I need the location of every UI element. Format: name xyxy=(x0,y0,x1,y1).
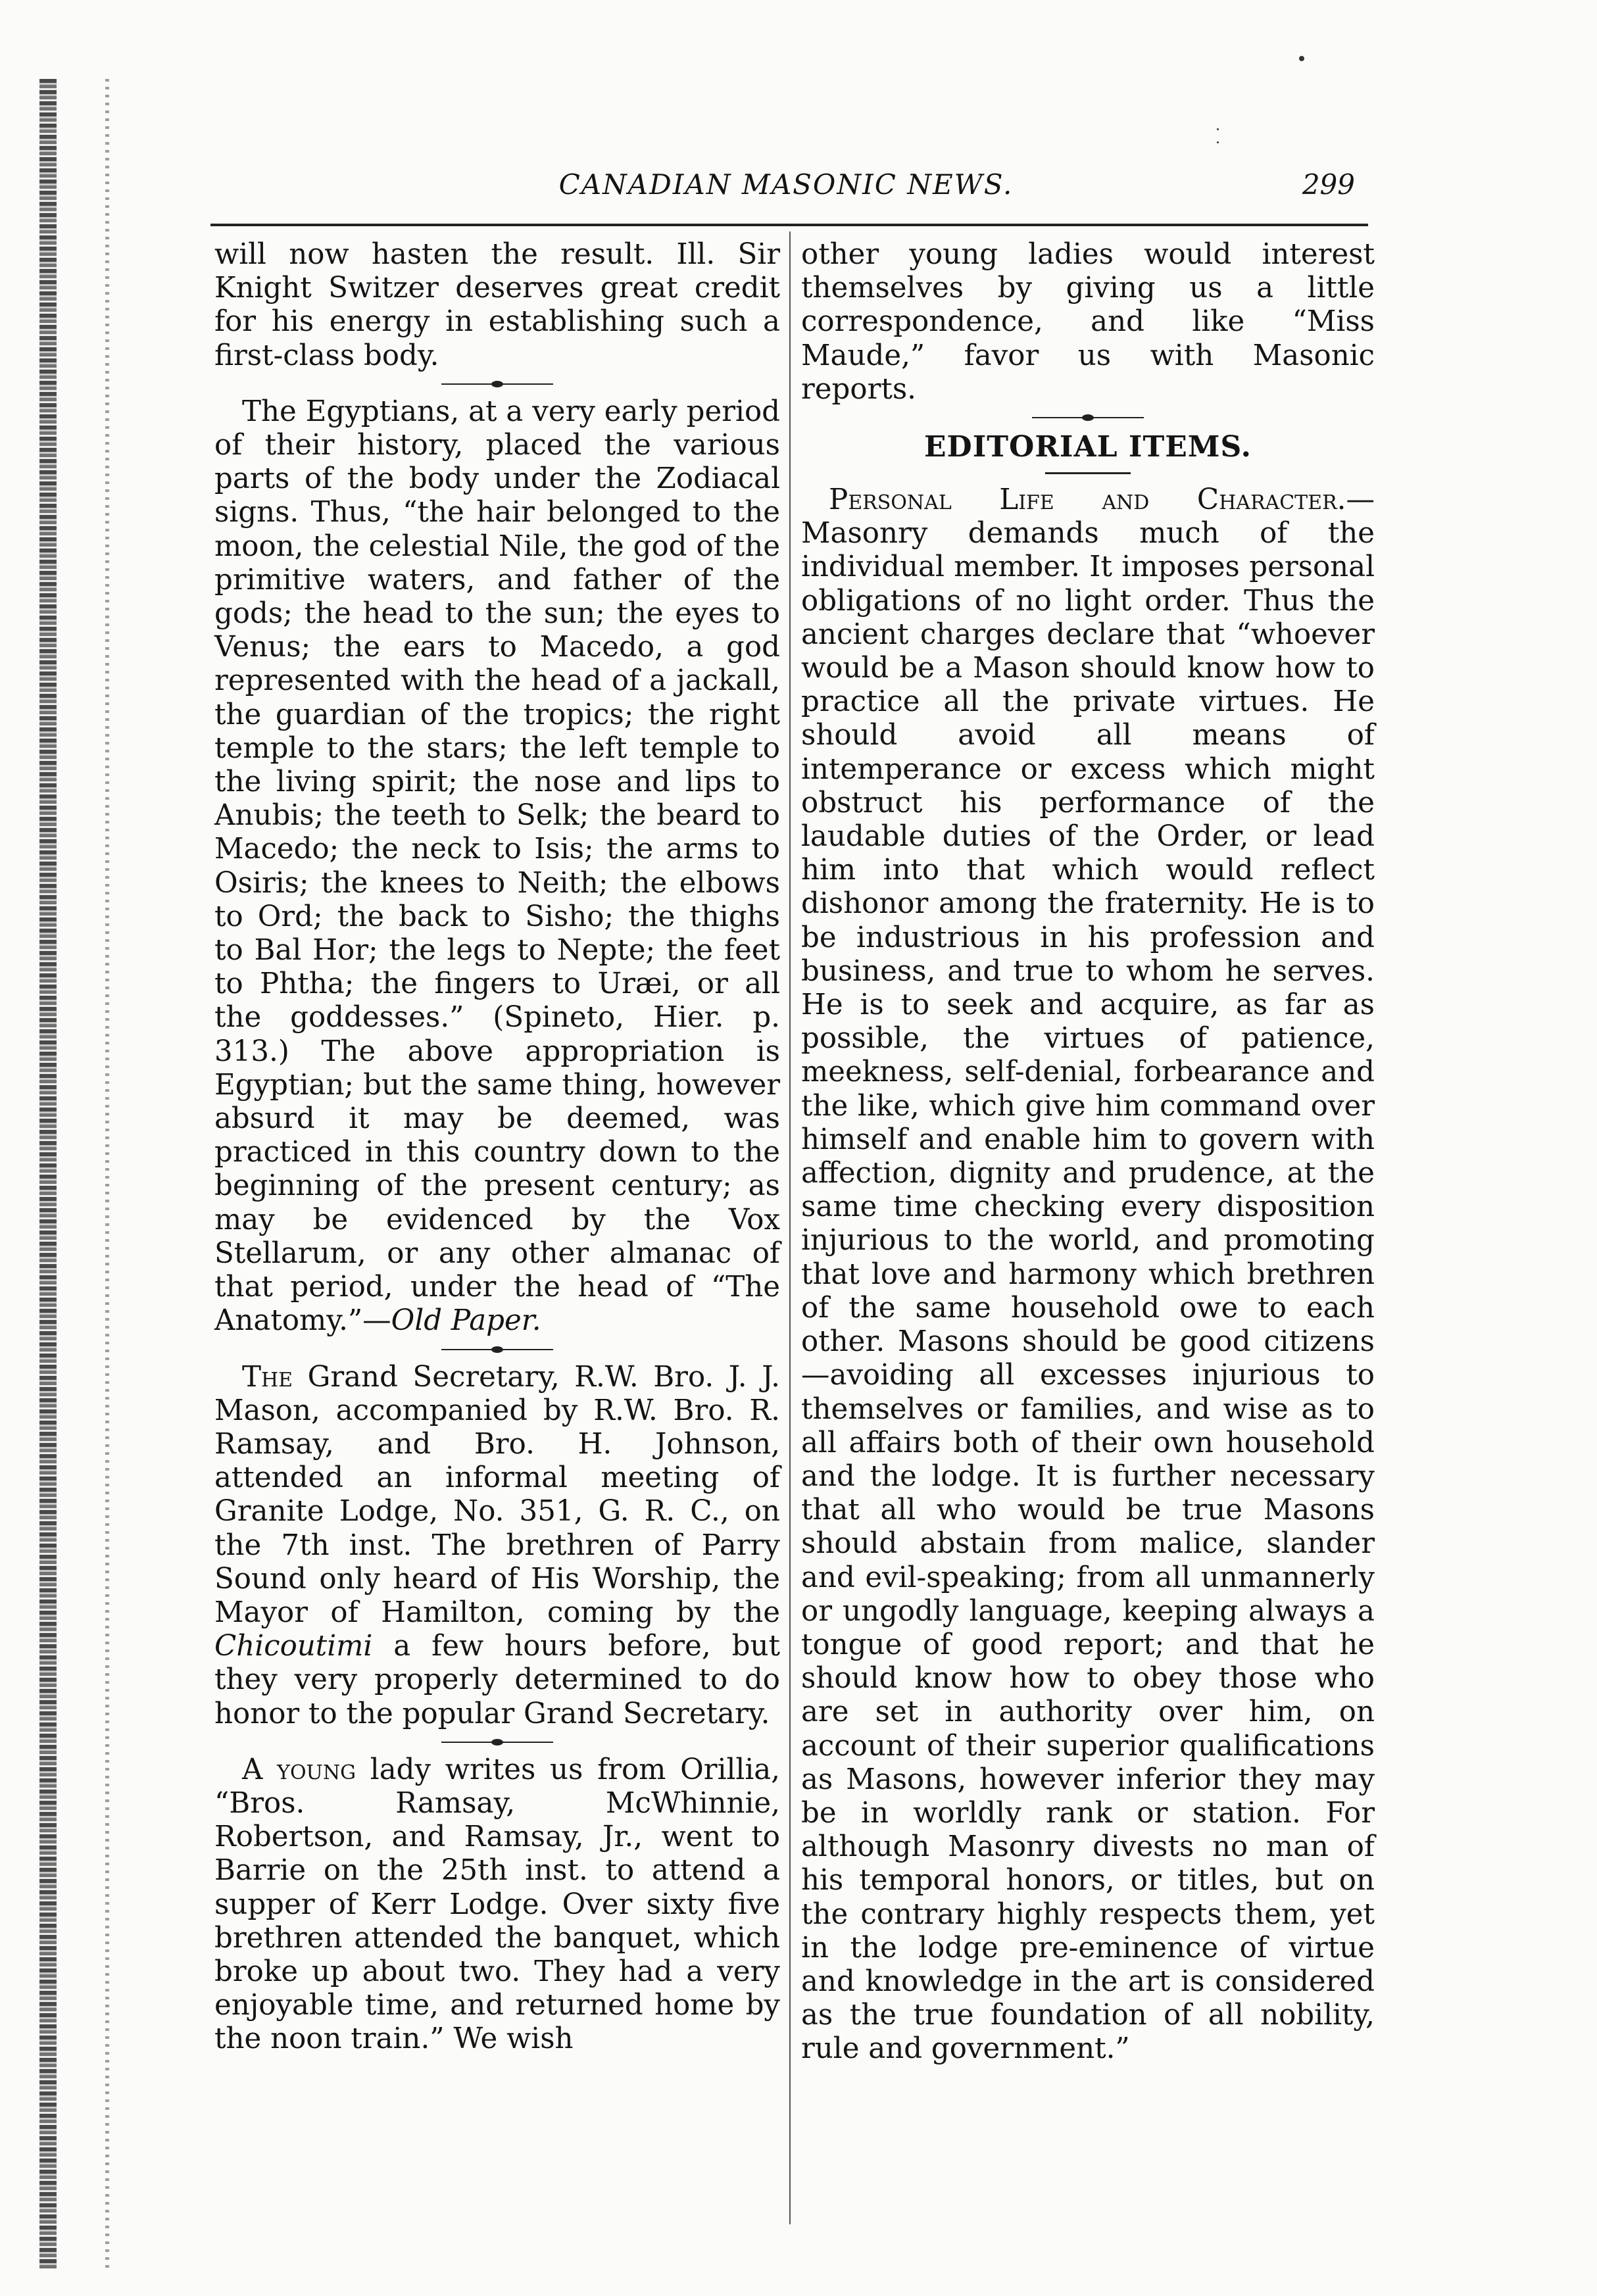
lead-word: The xyxy=(242,1360,293,1394)
source-attribution: Old Paper. xyxy=(391,1304,541,1338)
separator-rule xyxy=(214,1731,780,1753)
grand-secretary-text: Grand Secretary, R.W. Bro. J. J. Mason, accompanied by R.W. Bro. R. Ramsay, and Bro. H. Johnson, attended an informal meeting of Granite Lodge, No. 351, G. R. C., on the 7th inst. The brethren of Parry Sound only heard of His Worship, the Mayor of Hamilton, coming by the xyxy=(214,1360,780,1629)
print-speck xyxy=(1217,128,1219,130)
separator-rule xyxy=(214,373,780,395)
binding-shadow xyxy=(105,79,109,2269)
separator-rule xyxy=(214,1338,780,1361)
print-speck xyxy=(1299,56,1304,61)
left-column xyxy=(214,238,780,2057)
heading-rule xyxy=(1045,472,1131,474)
ship-name: Chicoutimi xyxy=(214,1630,373,1663)
right-paragraph-1: other young ladies would interest themselves by giving us a little correspondence, and like “Miss Maude,” favor us with Masonic reports. xyxy=(801,238,1375,406)
section-heading: EDITORIAL ITEMS. xyxy=(924,430,1252,464)
young-lady-text: lady writes us from Orillia, “Bros. Ramsay, McWhinnie, Robertson, and Ramsay, Jr., went to Barrie on the 25th inst. to attend a supper of Kerr Lodge. Over sixty five brethren attended the banquet, which broke up about two. They had a very enjoyable time, and returned home by the noon train.” We wish xyxy=(214,1753,781,2056)
grand-secretary-text-end: a few hours before, but they very properly determined to do honor to the popular Grand Secretary. xyxy=(214,1630,780,1730)
column-divider xyxy=(789,232,791,2224)
page-number: 299 xyxy=(1302,168,1355,201)
separator-rule xyxy=(801,406,1375,429)
running-header xyxy=(210,168,1362,214)
personal-life-text: —Masonry demands much of the individual member. It imposes personal obligations of no light order. Thus the ancient charges declare that “whoever would be a Mason should know how to practice all the private virtues. He should avoid all means of intemperance or excess which might obstruct his performance of the laudable duties of the Order, or lead him into that which would reflect dishonor among the fraternity. He is to be industrious in his profession and business, and true to whom he serves. He is to seek and acquire, as far as possible, the virtues of patience, meekness, self-denial, forbearance and the like, which give him command over himself and enable him to govern with affection, dignity and prudence, at the same time checking every disposition injurious to the world, and promoting that love and harmony which brethren of the same household owe to each other. Masons should be good citizens—avoiding all excesses injurious to themselves or families, and wise as to all affairs both of their own household and the lodge. It is further necessary that all who would be true Masons should abstain from malice, slander and evil-speaking; from all unmannerly or ungodly language, keeping always a tongue of good report; and that he should know how to obey those who are set in authority over him, on account of their superior qualifications as Masons, however inferior they may be in worldly rank or station. For although Masonry divests no man of his temporal honors, or titles, but on the contrary highly respects them, yet in the lodge pre-eminence of virtue and knowledge in the art is considered as the true foundation of all nobility, rule and government.” xyxy=(801,483,1375,2066)
egyptians-text: The Egyptians, at a very early period of their history, placed the various parts of the body under the Zodiacal signs. Thus, “the hair belonged to the moon, the celestial Nile, the god of the primitive waters, and father of the gods; the head to the sun; the eyes to Venus; the ears to Macedo, a god represented with the head of a jackall, the guardian of the tropics; the right temple to the stars; the left temple to the living spirit; the nose and lips to Anubis; the teeth to Selk; the beard to Macedo; the neck to Isis; the arms to Osiris; the knees to Neith; the elbows to Ord; the back to Sisho; the thighs to Bal Hor; the legs to Nepte; the feet to Phtha; the fingers to Uræi, or all the goddesses.” (Spineto, Hier. p. 313.) The above appropriation is Egyptian; but the same thing, however absurd it may be deemed, was practiced in this country down to the beginning of the present century; as may be evidenced by the Vox Stellarum, or any other almanac of that period, under the head of “The Anatomy.”— xyxy=(214,395,780,1338)
journal-title: CANADIAN MASONIC NEWS. xyxy=(558,168,1014,201)
personal-life-paragraph xyxy=(801,483,1375,2066)
left-paragraph-1: will now hasten the result. Ill. Sir Knight Switzer deserves great credit for his energy in establishing such a first-class body. xyxy=(214,238,780,372)
grand-secretary-paragraph xyxy=(214,1361,780,1731)
print-speck xyxy=(1217,141,1219,143)
article-lead: Personal Life and Character. xyxy=(829,483,1346,517)
binding-edge xyxy=(39,79,57,2269)
young-lady-paragraph xyxy=(214,1753,780,2057)
right-column xyxy=(801,238,1375,2066)
egyptians-paragraph xyxy=(214,395,780,1338)
header-rule xyxy=(210,224,1368,226)
lead-words: A young xyxy=(242,1753,356,1786)
